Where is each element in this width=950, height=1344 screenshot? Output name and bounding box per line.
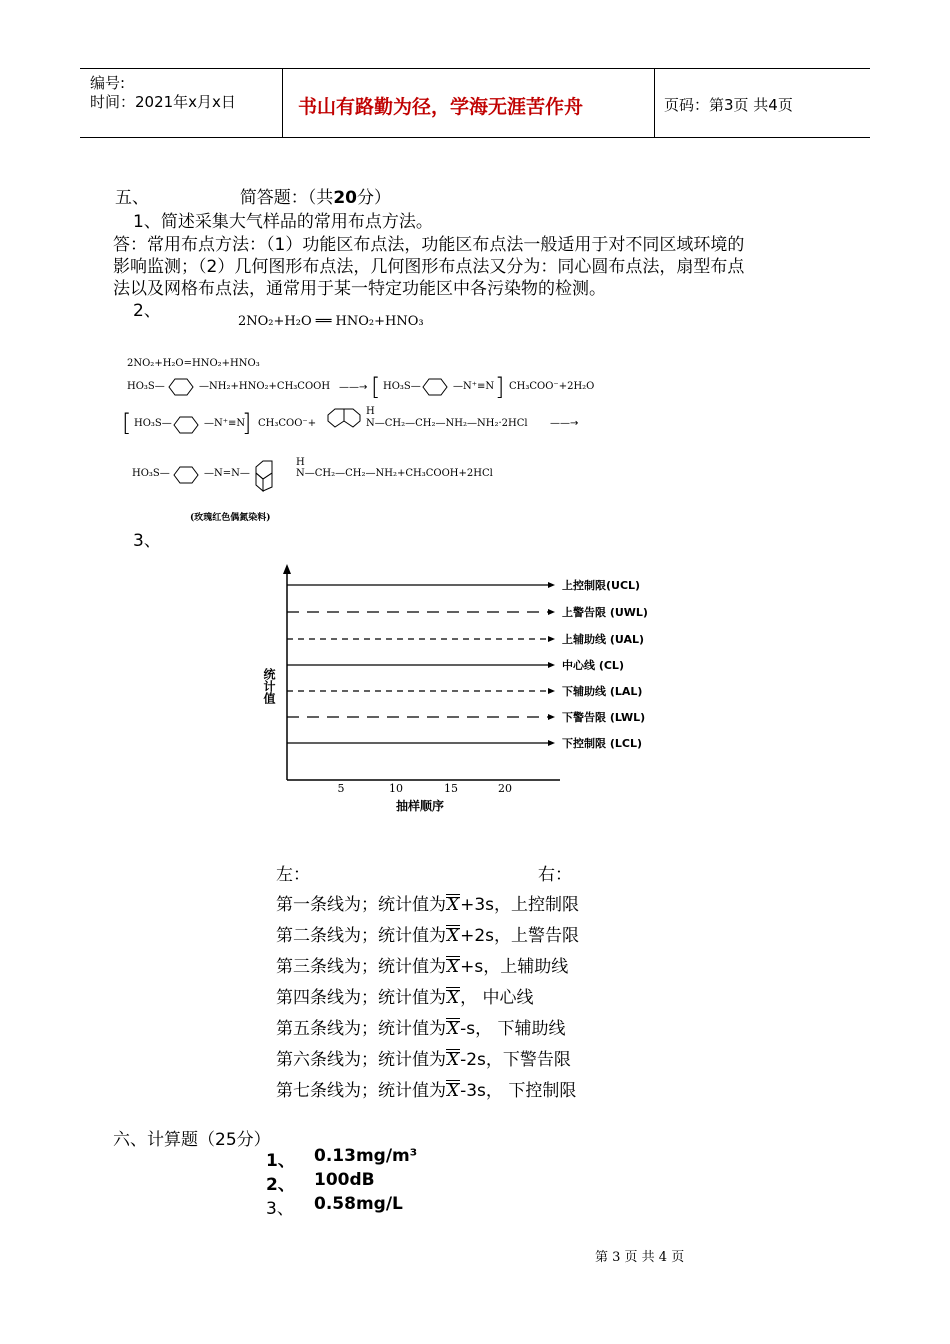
main-equation: 2NO₂+H₂O ══ HNO₂+HNO₃	[238, 314, 424, 329]
row-prefix: 第五条线为；统计值为	[276, 1019, 446, 1039]
question-2: 2、	[133, 301, 161, 321]
line-arrow-icon	[548, 740, 555, 746]
page-header	[80, 68, 870, 138]
control-line-label: 下警告限 (LWL)	[562, 711, 646, 724]
bracket-icon: [	[122, 409, 132, 437]
benzene-ring-icon	[417, 375, 451, 399]
row-suffix: +s，上辅助线	[460, 957, 569, 977]
chem-text: HO₃S—	[134, 418, 172, 429]
chem-reaction-2	[127, 375, 607, 405]
chem-text: HO₃S—	[132, 468, 170, 479]
chem-reaction-3	[122, 405, 592, 445]
section5-title: 简答题：（共	[239, 188, 334, 208]
answer-1-line1: 答：常用布点方法：（1）功能区布点法，功能区布点法一般适用于对不同区域环境的	[113, 235, 745, 255]
header-divider	[282, 69, 283, 137]
arrow-icon: ——→	[550, 418, 579, 429]
line-arrow-icon	[548, 662, 555, 668]
section5-number: 五、	[115, 188, 149, 208]
line-explanation-row	[276, 983, 534, 1008]
section6-heading: 六、计算题（25分）	[113, 1130, 271, 1150]
left-label: 左：	[276, 865, 310, 885]
page-indicator: 页码：第3页 共4页	[664, 96, 793, 114]
line-explanation-row	[276, 1076, 576, 1101]
bracket-icon: [	[371, 373, 381, 401]
y-axis-label: 统计值	[262, 668, 276, 704]
question-1: 1、简述采集大气样品的常用布点方法。	[133, 212, 433, 232]
row-prefix: 第三条线为；统计值为	[276, 957, 446, 977]
line-arrow-icon	[548, 609, 555, 615]
answer-1-line3: 法以及网格布点法，通常用于某一特定功能区中各污染物的检测。	[113, 279, 606, 299]
y-axis-arrow-icon	[283, 564, 291, 574]
section5-title-end: 分）	[356, 188, 391, 208]
line-explanation-row	[276, 890, 579, 915]
chem-text: —N=N—	[204, 468, 250, 479]
benzene-ring-icon	[163, 375, 197, 399]
row-suffix: -3s， 下控制限	[460, 1081, 577, 1101]
x-tick-label: 20	[498, 782, 512, 795]
chem-text: N—CH₂—CH₂—NH₂+CH₃COOH+2HCl	[296, 468, 493, 479]
chem-text: CH₃COO⁻+2H₂O	[509, 381, 595, 392]
xbar-symbol: X	[447, 957, 460, 977]
answer-number: 1、	[266, 1151, 295, 1171]
row-prefix: 第六条线为；统计值为	[276, 1050, 446, 1070]
line-explanation-row	[276, 1045, 571, 1070]
line-arrow-icon	[548, 714, 555, 720]
page-footer: 第 3 页 共 4 页	[595, 1250, 685, 1265]
row-prefix: 第一条线为；统计值为	[276, 895, 446, 915]
answer-value: 0.13mg/m³	[314, 1146, 418, 1166]
x-tick-label: 10	[389, 782, 403, 795]
line-explanation-row	[276, 1014, 566, 1039]
xbar-symbol: X	[447, 1019, 460, 1039]
benzene-ring-icon	[168, 463, 202, 487]
bracket-icon: ]	[242, 409, 252, 437]
row-suffix: +2s，上警告限	[460, 926, 580, 946]
line-arrow-icon	[548, 582, 555, 588]
naphthalene-icon	[326, 405, 364, 445]
naphthalene-icon	[254, 457, 292, 497]
benzene-ring-icon	[168, 413, 202, 437]
line-arrow-icon	[548, 688, 555, 694]
row-suffix: ， 中心线	[460, 988, 534, 1008]
row-prefix: 第七条线为；统计值为	[276, 1081, 446, 1101]
row-suffix: -2s，下警告限	[460, 1050, 571, 1070]
row-prefix: 第二条线为；统计值为	[276, 926, 446, 946]
xbar-symbol: X	[447, 1050, 460, 1070]
row-prefix: 第四条线为；统计值为	[276, 988, 446, 1008]
answer-number: 2、	[266, 1175, 295, 1195]
xbar-symbol: X	[447, 1081, 460, 1101]
control-line-label: 上辅助线 (UAL)	[562, 633, 645, 646]
header-divider	[654, 69, 655, 137]
dye-caption: (玫瑰红色偶氮染料)	[190, 513, 271, 523]
chem-text: HO₃S—	[383, 381, 421, 392]
xbar-symbol: X	[447, 926, 460, 946]
bracket-icon: ]	[495, 373, 505, 401]
control-line-label: 下辅助线 (LAL)	[562, 685, 643, 698]
chem-text: —NH₂+HNO₂+CH₃COOH	[199, 381, 331, 392]
answer-value: 100dB	[314, 1170, 375, 1190]
answer-number: 3、	[266, 1199, 294, 1219]
doc-number-label: 编号:	[90, 74, 126, 92]
chem-text: H	[366, 406, 375, 417]
right-label: 右：	[538, 865, 572, 885]
control-line-label: 下控制限 (LCL)	[562, 737, 642, 750]
chem-equation-1: 2NO₂+H₂O=HNO₂+HNO₃	[127, 358, 260, 369]
control-line-label: 中心线 (CL)	[562, 659, 624, 672]
control-line-label: 上控制限(UCL)	[562, 579, 641, 592]
x-tick-label: 15	[444, 782, 458, 795]
chem-text: CH₃COO⁻+	[258, 418, 317, 429]
line-explanation-row	[276, 952, 568, 977]
doc-time-label: 时间：2021年x月x日	[90, 93, 236, 111]
x-axis-label: 抽样顺序	[395, 799, 445, 813]
line-explanation-row	[276, 921, 579, 946]
line-arrow-icon	[548, 636, 555, 642]
answer-1-line2: 影响监测；（2）几何图形布点法，几何图形布点法又分为：同心圆布点法，扇型布点	[113, 257, 745, 277]
row-suffix: -s， 下辅助线	[460, 1019, 566, 1039]
question-3: 3、	[133, 531, 161, 551]
section5-score: 20	[333, 188, 357, 208]
arrow-icon: ——→	[339, 382, 368, 393]
control-line-label: 上警告限 (UWL)	[562, 606, 648, 619]
answer-value: 0.58mg/L	[314, 1194, 403, 1214]
header-motto: 书山有路勤为径，学海无涯苦作舟	[298, 96, 584, 118]
chem-text: N—CH₂—CH₂—NH₂—NH₂·2HCl	[366, 418, 528, 429]
chem-text: H	[296, 457, 305, 468]
chem-text: —N⁺≡N	[204, 418, 246, 429]
chem-text: —N⁺≡N	[453, 381, 495, 392]
control-chart	[255, 560, 675, 825]
xbar-symbol: X	[447, 895, 460, 915]
chem-reaction-4	[132, 455, 532, 495]
row-suffix: +3s，上控制限	[460, 895, 580, 915]
chem-text: HO₃S—	[127, 381, 165, 392]
x-tick-label: 5	[337, 782, 345, 795]
section5-heading	[115, 183, 391, 208]
xbar-symbol: X	[447, 988, 460, 1008]
